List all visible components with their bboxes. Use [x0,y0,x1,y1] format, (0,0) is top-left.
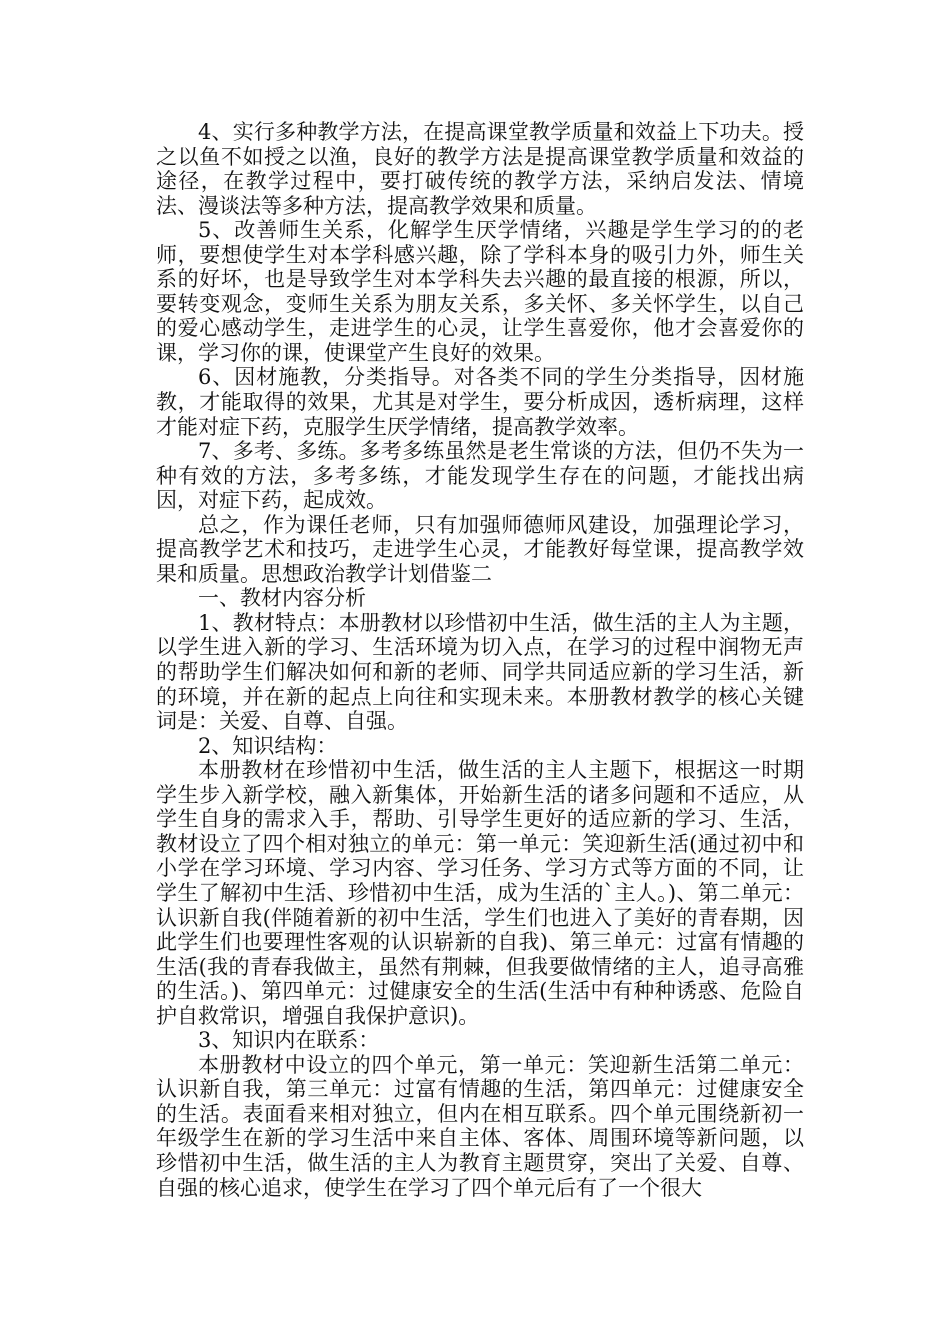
paragraph-textbook-features: 1、教材特点：本册教材以珍惜初中生活，做生活的主人为主题，以学生进入新的学习、生活环境为切入点，在学习的过程中润物无声的帮助学生们解决如何和新的老师、同学共同适应新的学习生活，新的环境，并在新的起点上向往和实现未来。本册教材教学的核心关键词是：关爱、自尊、自强。 [156,610,804,734]
document-body [156,120,804,1200]
paragraph-practice-and-testing: 7、多考、多练。多考多练虽然是老生常谈的方法，但仍不失为一种有效的方法，多考多练，才能发现学生存在的问题，才能找出病因，对症下药，起成效。 [156,439,804,513]
section-heading-textbook-analysis: 一、教材内容分析 [198,586,366,611]
paragraph-internal-connections: 本册教材中设立的四个单元，第一单元：笑迎新生活第二单元：认识新自我，第三单元：过富有情趣的生活，第四单元：过健康安全的生活。表面看来相对独立，但内在相互联系。四个单元围绕新初一年级学生在新的学习生活中来自主体、客体、周围环境等新问题，以珍惜初中生活，做生活的主人为教育主题贯穿，突出了关爱、自尊、自强的核心追求，使学生在学习了四个单元后有了一个很大 [156,1052,804,1200]
subheading-knowledge-structure: 2、知识结构： [198,733,338,758]
paragraph-conclusion: 总之，作为课任老师，只有加强师德师风建设，加强理论学习，提高教学艺术和技巧，走进学生心灵，才能教好每堂课，提高教学效果和质量。思想政治教学计划借鉴二 [156,512,804,586]
paragraph-teaching-methods: 4、实行多种教学方法，在提高课堂教学质量和效益上下功夫。授之以鱼不如授之以渔，良好的教学方法是提高课堂教学质量和效益的途径，在教学过程中，要打破传统的教学方法，采纳启发法、情境法、漫谈法等多种方法，提高教学效果和质量。 [156,120,804,218]
paragraph-individualized-teaching: 6、因材施教，分类指导。对各类不同的学生分类指导，因材施教，才能取得的效果，尤其是对学生，要分析成因，透析病理，这样才能对症下药，克服学生厌学情绪，提高教学效率。 [156,365,804,439]
paragraph-knowledge-structure: 本册教材在珍惜初中生活，做生活的主人主题下，根据这一时期学生步入新学校，融入新集体，开始新生活的诸多问题和不适应，从学生自身的需求入手，帮助、引导学生更好的适应新的学习、生活，教材设立了四个相对独立的单元：第一单元：笑迎新生活(通过初中和小学在学习环境、学习内容、学习任务、学习方式等方面的不同，让学生了解初中生活、珍惜初中生活，成为生活的`主人。)、第二单元：认识新自我(伴随着新的初中生活，学生们也进入了美好的青春期，因此学生们也要理性客观的认识崭新的自我)、第三单元：过富有情趣的生活(我的青春我做主，虽然有荆棘，但我要做情绪的主人，追寻高雅的生活。)、第四单元：过健康安全的生活(生活中有种种诱惑、危险自护自救常识，增强自我保护意识)。 [156,758,804,1028]
paragraph-teacher-student-relationship: 5、改善师生关系，化解学生厌学情绪，兴趣是学生学习的的老师，要想使学生对本学科感兴趣，除了学科本身的吸引力外，师生关系的好坏，也是导致学生对本学科失去兴趣的最直接的根源，所以，要转变观念，变师生关系为朋友关系，多关怀、多关怀学生，以自己的爱心感动学生，走进学生的心灵，让学生喜爱你，他才会喜爱你的课，学习你的课，使课堂产生良好的效果。 [156,218,804,365]
subheading-internal-connections: 3、知识内在联系： [198,1028,380,1053]
